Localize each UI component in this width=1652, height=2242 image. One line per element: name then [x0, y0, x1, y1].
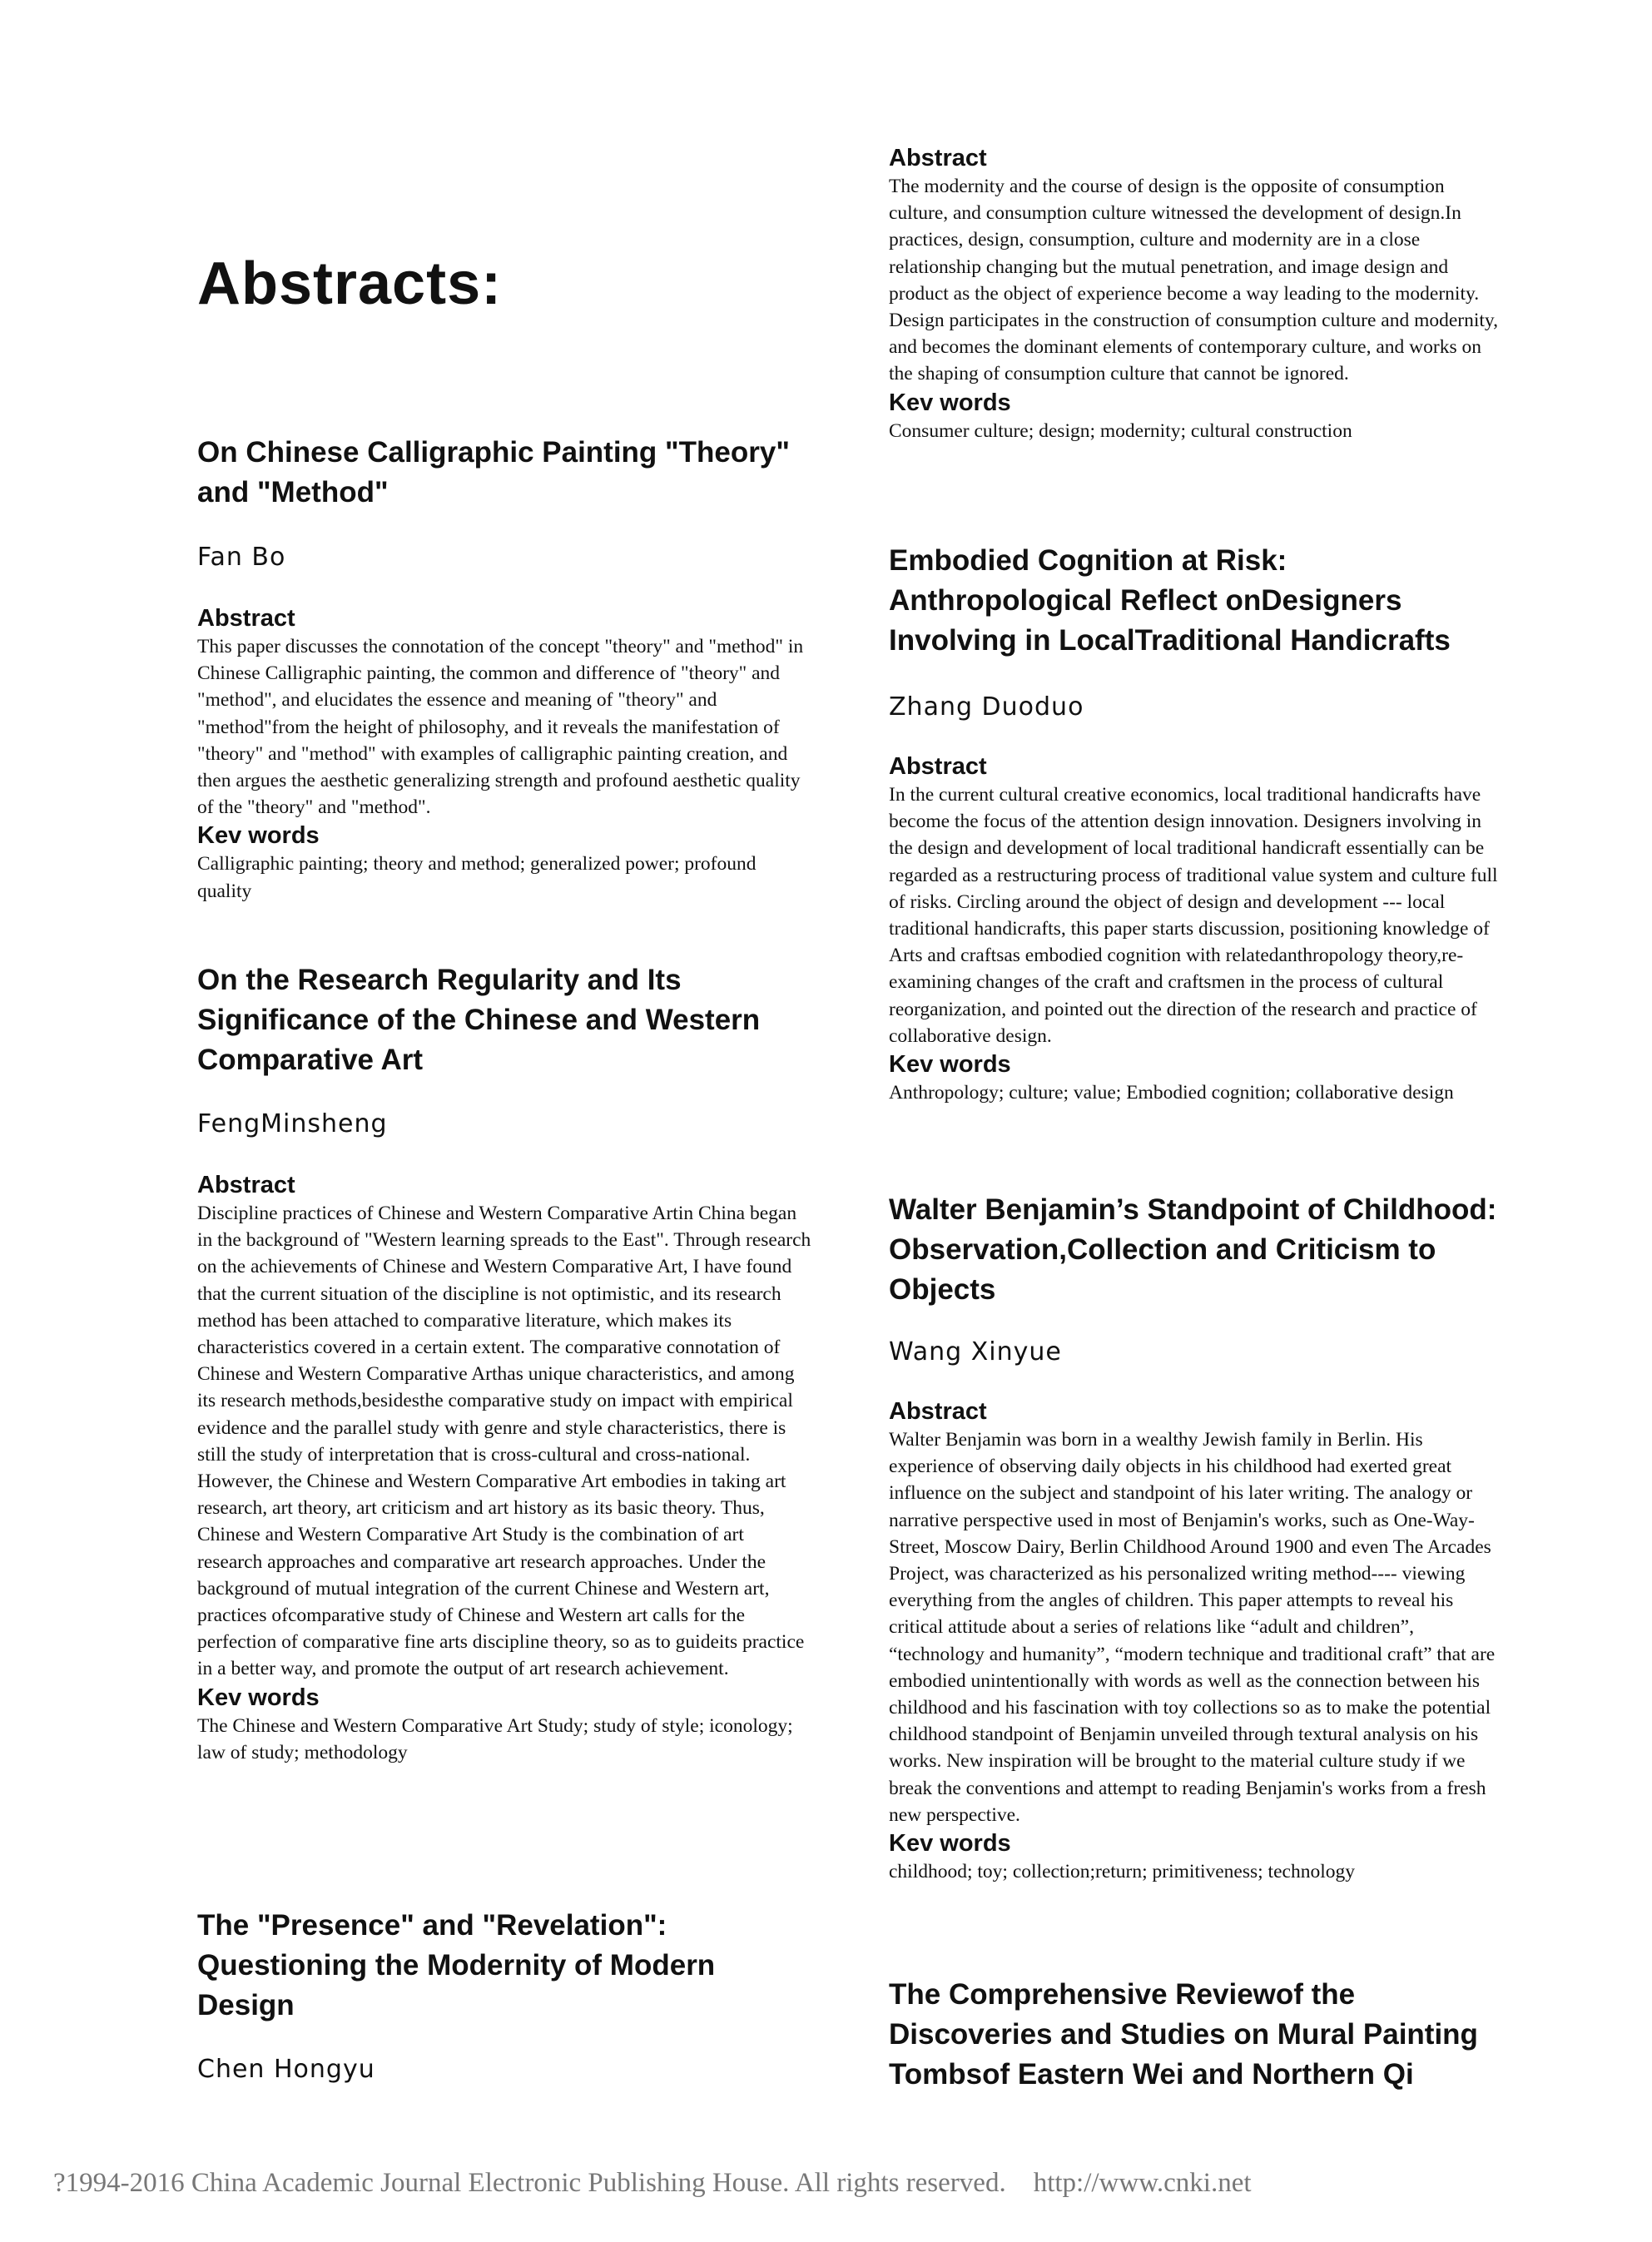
article-title-block	[889, 1190, 1505, 1310]
abstract-label: Abstract	[197, 1172, 295, 1198]
keywords-text: The Chinese and Western Comparative Art Study; study of style; iconology; law of study; methodology	[197, 1714, 793, 1763]
abstract-block	[889, 751, 1505, 1106]
keywords-text: childhood; toy; collection;return; primitiveness; technology	[889, 1861, 1355, 1883]
abstract-block	[197, 603, 813, 905]
article-author-block	[197, 541, 813, 574]
article-author-block	[197, 2053, 813, 2086]
article-author: Fan Bo	[197, 543, 286, 572]
article-title-block	[197, 960, 813, 1080]
abstract-label: Abstract	[197, 605, 295, 632]
abstract-block	[889, 1396, 1505, 1885]
article-author-block	[889, 1336, 1505, 1369]
abstract-text: In the current cultural creative economics, local traditional handicrafts have become the focus of the attention design innovation. Designers involving in the design and development of local traditional handicraft essentially can be regarded as a restructuring process of traditional value system and culture full of risks. Circling around the object of design and development --- local traditional handicrafts, this paper starts discussion, positioning knowledge of Arts and craftsas embodied cognition with relatedanthropology theory,re-examining changes of the craft and craftsmen in the process of cultural reorganization, and pointed out the direction of the research and practice of collaborative design.	[889, 784, 1498, 1047]
keywords-label: Kev words	[889, 1830, 1011, 1858]
article-author-block	[889, 691, 1505, 724]
abstract-label: Abstract	[889, 753, 987, 780]
abstract-text: The modernity and the course of design is the opposite of consumption culture, and consumption culture witnessed the development of design.In practices, design, consumption, culture and modernity are in a close relationship changing but the mutual penetration, and image design and product as the object of experience become a way leading to the modernity. Design participates in the construction of consumption culture and modernity, and becomes the dominant elements of contemporary culture, and works on the shaping of consumption culture that cannot be ignored.	[889, 176, 1499, 385]
abstract-block	[197, 1170, 813, 1766]
keywords-label: Kev words	[197, 1684, 320, 1711]
article-title: Embodied Cognition at Risk: Anthropological Reflect onDesigners Involving in LocalTraditional Handicrafts	[889, 544, 1451, 657]
article-author: FengMinsheng	[197, 1109, 388, 1138]
article-title-block	[197, 433, 813, 513]
abstract-text: This paper discusses the connotation of the concept "theory" and "method" in Chinese Calligraphic painting, the common and difference of "theory" and "method", and elucidates the essence and meaning of "theory" and "method"from the height of philosophy, and it reveals the manifestation of "theory" and "method" with examples of calligraphic painting creation, and then argues the aesthetic generalizing strength and profound aesthetic quality of the "theory" and "method".	[197, 636, 804, 819]
abstract-text: Walter Benjamin was born in a wealthy Jewish family in Berlin. His experience of observing daily objects in his childhood had exerted great influence on the subject and standpoint of his later writing. The analogy or narrative perspective used in most of Benjamin's works, such as One-Way-Street, Moscow Dairy, Berlin Childhood Around 1900 and even The Arcades Project, was characterized as his personalized writing method---- viewing everything from the angles of children. This paper attempts to reveal his critical attitude about a series of relations like “adult and children”, “technology and humanity”, “modern technique and traditional craft” that are embodied unintentionally with words as well as the connection between his childhood and his fascination with toy collections so as to make the potential childhood standpoint of Benjamin unveiled through textural analysis on his works. New inspiration will be brought to the material culture study if we break the conventions and attempt to reading Benjamin's works from a fresh new perspective.	[889, 1429, 1496, 1826]
article-title: Walter Benjamin’s Standpoint of Childhood: Observation,Collection and Criticism to Objects	[889, 1193, 1497, 1306]
article-author: Zhang Duoduo	[889, 692, 1084, 722]
page-title: Abstracts:	[197, 250, 503, 317]
article-author: Chen Hongyu	[197, 2055, 375, 2084]
abstract-label: Abstract	[889, 1398, 987, 1425]
keywords-text: Consumer culture; design; modernity; cultural construction	[889, 419, 1352, 442]
copyright-text: ?1994-2016 China Academic Journal Electronic Publishing House. All rights reserved.	[53, 2168, 1006, 2198]
article-title: On the Research Regularity and Its Significance of the Chinese and Western Comparative Art	[197, 964, 761, 1076]
article-title-block	[889, 1975, 1505, 2095]
article-title-block	[889, 541, 1505, 661]
keywords-label: Kev words	[889, 1051, 1011, 1079]
copyright-footer	[53, 2168, 1252, 2199]
keywords-text: Anthropology; culture; value; Embodied cognition; collaborative design	[889, 1082, 1454, 1104]
keywords-label: Kev words	[889, 389, 1011, 416]
abstract-label: Abstract	[889, 145, 987, 171]
article-title: The "Presence" and "Revelation": Questioning the Modernity of Modern Design	[197, 1909, 716, 2021]
article-title: On Chinese Calligraphic Painting "Theory" and "Method"	[197, 436, 790, 508]
footer-link[interactable]: http://www.cnki.net	[1033, 2168, 1252, 2198]
keywords-label: Kev words	[197, 822, 320, 850]
article-author: Wang Xinyue	[889, 1337, 1062, 1367]
abstract-block	[889, 143, 1505, 444]
article-title: The Comprehensive Reviewof the Discoveries and Studies on Mural Painting Tombsof Eastern Wei and Northern Qi	[889, 1978, 1478, 2091]
article-author-block	[197, 1108, 813, 1141]
keywords-text: Calligraphic painting; theory and method; generalized power; profound quality	[197, 853, 757, 902]
article-title-block	[197, 1906, 813, 2026]
abstract-text: Discipline practices of Chinese and Western Comparative Artin China began in the background of "Western learning spreads to the East". Through research on the achievements of Chinese and Western Comparative Art, I have found that the current situation of the discipline is not optimistic, and its research method has been attached to comparative literature, which makes its characteristics covered in a certain extent. The comparative connotation of Chinese and Western Comparative Arthas unique characteristics, and among its research methods,besidesthe comparative study on impact with empirical evidence and the parallel study with genre and style characteristics, there is still the study of interpretation that is cross-cultural and cross-national. However, the Chinese and Western Comparative Art embodies in taking art research, art theory, art criticism and art history as its basic theory. Thus, Chinese and Western Comparative Art Study is the combination of art research approaches and comparative art research approaches. Under the background of mutual integration of the current Chinese and Western art, practices ofcomparative study of Chinese and Western art calls for the perfection of comparative fine arts discipline theory, so as to guideits practice in a better way, and promote the output of art research achievement.	[197, 1203, 811, 1680]
